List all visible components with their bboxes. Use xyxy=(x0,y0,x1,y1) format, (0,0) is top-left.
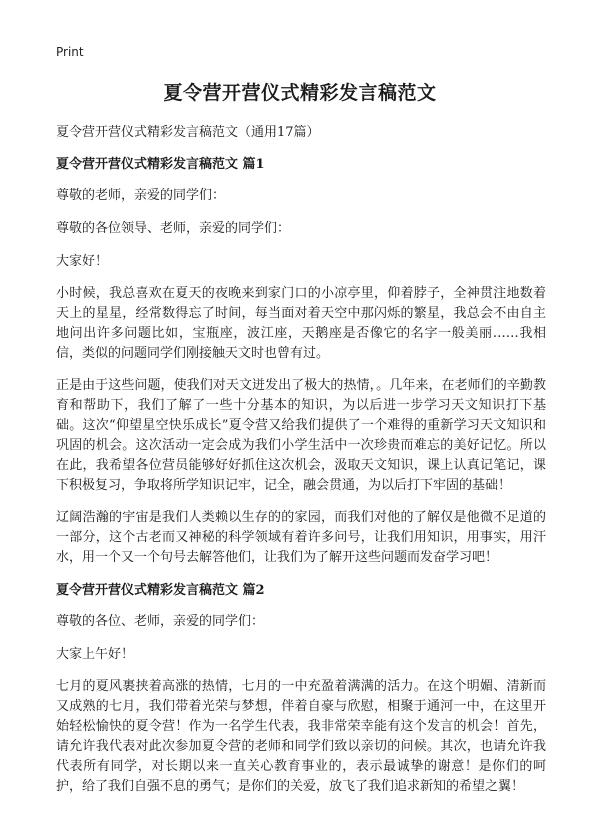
document-title: 夏令营开营仪式精彩发言稿范文 xyxy=(163,82,437,104)
salutation-paragraph: 尊敬的各位领导、老师，亲爱的同学们： xyxy=(56,221,291,236)
document-body xyxy=(56,122,546,809)
body-paragraph: 小时候，我总喜欢在夏天的夜晚来到家门口的小凉亭里，仰着脖子，全神贯注地数着天上的星星，经常数得忘了时间，每当面对着天空中那闪烁的繁星，我总会不由自主地问出许多问题比如，宝瓶座，波江座，天鹅座是否像它的名字一般美丽……我相信，类似的问题同学们刚接触天文时也曾有过。 xyxy=(56,286,546,361)
greeting-paragraph: 大家好！ xyxy=(56,254,109,269)
document-subtitle: 夏令营开营仪式精彩发言稿范文（通用17篇） xyxy=(56,125,320,140)
section-heading-2: 夏令营开营仪式精彩发言稿范文 篇2 xyxy=(56,583,265,598)
salutation-paragraph: 尊敬的各位、老师，亲爱的同学们： xyxy=(56,614,265,629)
greeting-paragraph: 大家上午好！ xyxy=(56,647,135,662)
body-paragraph: 正是由于这些问题，使我们对天文迸发出了极大的热情，。几年来，在老师们的辛勤教育和帮助下，我们了解了一些十分基本的知识，为以后进一步学习天文知识打下基础。这次“仰望星空快乐成长”夏令营又给我们提供了一个难得的重新学习天文知识和巩固的机会。这次活动一定会成为我们小学生活中一次珍贵而难忘的美好记忆。所以在此，我希望各位营员能够好好抓住这次机会，汲取天文知识，课上认真记笔记，课下积极复习，争取将所学知识记牢，记全，融会贯通，为以后打下牢固的基础！ xyxy=(56,378,546,493)
body-paragraph: 七月的夏风裹挟着高涨的热情，七月的一中充盈着满满的活力。在这个明媚、清新而又成熟的七月，我们带着光荣与梦想，伴着自豪与欣慰，相聚于通河一中，在这里开始轻松愉快的夏令营！作为一名学生代表，我非常荣幸能有这个发言的机会！首先，请允许我代表对此次参加夏令营的老师和同学们致以亲切的问候。其次，也请允许我代表所有同学，对长期以来一直关心教育事业的，表示最诚挚的谢意！是你们的呵护，给了我们自强不息的勇气；是你们的关爱，放飞了我们追求新知的希望之翼！ xyxy=(56,679,546,794)
body-paragraph: 辽阔浩瀚的宇宙是我们人类赖以生存的的家园，而我们对他的了解仅是他微不足道的一部分，这个古老而又神秘的科学领域有着许多问号，让我们用知识，用事实，用汗水，用一个又一个句号去解答他们，让我们为了解开这些问题而发奋学习吧！ xyxy=(56,510,546,565)
print-link[interactable]: Print xyxy=(56,45,84,59)
section-heading-1: 夏令营开营仪式精彩发言稿范文 篇1 xyxy=(56,157,265,172)
salutation-paragraph: 尊敬的老师，亲爱的同学们： xyxy=(56,188,226,203)
